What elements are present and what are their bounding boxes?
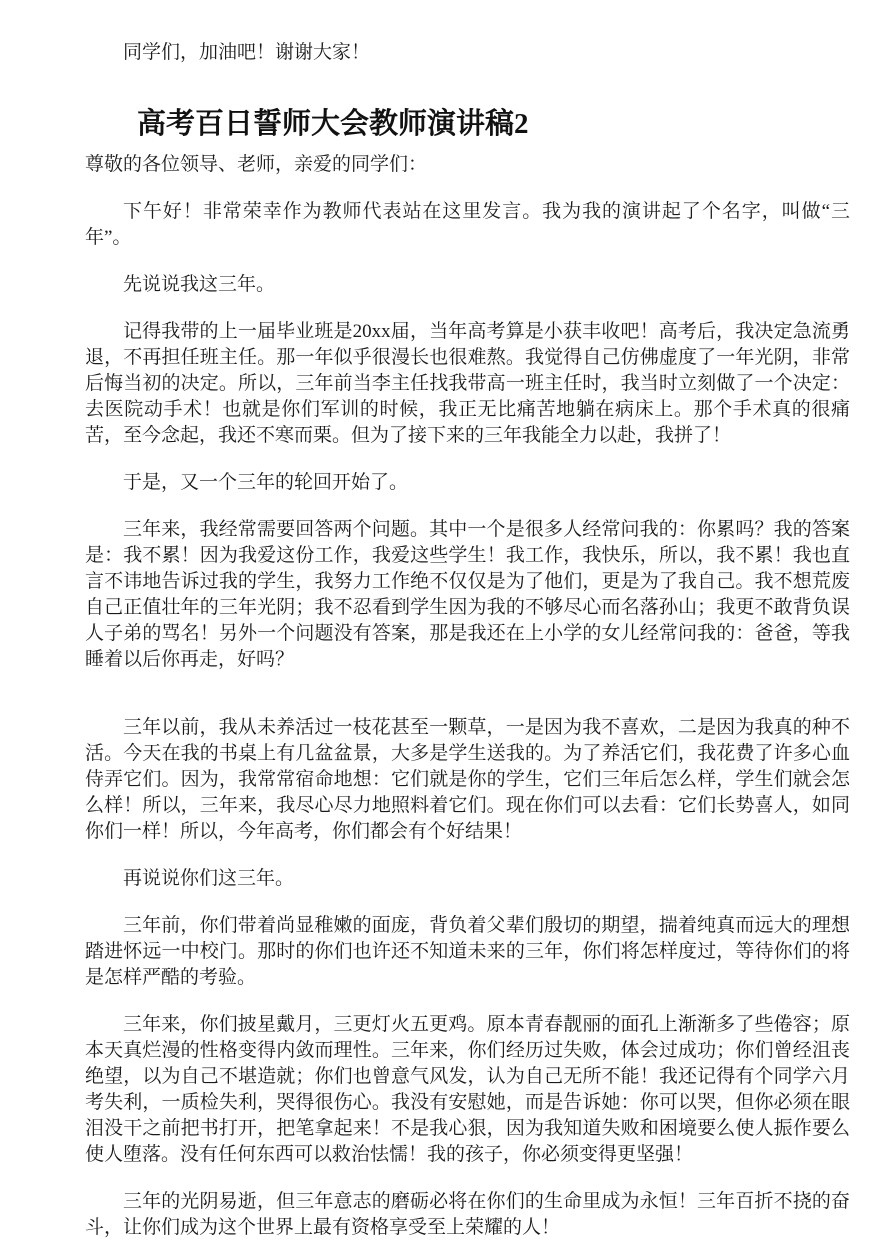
paragraph-two-questions: 三年来，我经常需要回答两个问题。其中一个是很多人经常问我的：你累吗？我的答案是：我不累！因为我爱这份工作，我爱这些学生！我工作，我快乐，所以，我不累！我也直言不讳地告诉过我的学生，我努力工作绝不仅仅是为了他们，更是为了我自己。我不想荒废自己正值壮年的三年光阴；我不忍看到学生因为我的不够尽心而名落孙山；我更不敢背负误人子弟的骂名！另外一个问题没有答案，那是我还在上小学的女儿经常问我的：爸爸，等我睡着以后你再走，好吗？	[85, 519, 850, 670]
salutation-line: 尊敬的各位领导、老师，亲爱的同学们：	[85, 154, 428, 175]
paragraph-greeting: 下午好！非常荣幸作为教师代表站在这里发言。我为我的演讲起了个名字，叫做“三年”。	[85, 201, 850, 248]
paragraph-three-years-ago: 三年前，你们带着尚显稚嫩的面庞，背负着父辈们殷切的期望，揣着纯真而远大的理想踏进怀远一中校门。那时的你们也许还不知道未来的三年，你们将怎样度过，等待你们的将是怎样严酷的考验。	[85, 915, 850, 988]
paragraph-last-class-story: 记得我带的上一届毕业班是20xx届，当年高考算是小获丰收吧！高考后，我决定急流勇退，不再担任班主任。那一年似乎很漫长也很难熬。我觉得自己仿佛虚度了一年光阴，非常后悔当初的决定。所以，三年前当李主任找我带高一班主任时，我当时立刻做了一个决定：去医院动手术！也就是你们军训的时候，我正无比痛苦地躺在病床上。那个手术真的很痛苦，至今念起，我还不寒而栗。但为了接下来的三年我能全力以赴，我拼了！	[85, 321, 850, 446]
paragraph-intro-my-three-years: 先说说我这三年。	[123, 274, 276, 295]
paragraph-hard-work-story: 三年来，你们披星戴月，三更灯火五更鸡。原本青春靓丽的面孔上渐渐多了些倦容；原本天真烂漫的性格变得内敛而理性。三年来，你们经历过失败，体会过成功；你们曾经沮丧绝望，以为自己不堪造就；你们也曾意气风发，认为自己无所不能！我还记得有个同学六月考失利，一质检失利，哭得很伤心。我没有安慰她，而是告诉她：你可以哭，但你必须在眼泪没干之前把书打开，把笔拿起来！不是我心狠，因为我知道失败和困境要么使人振作要么使人堕落。没有任何东西可以救治怯懦！我的孩子，你必须变得更坚强！	[85, 1014, 850, 1165]
paragraph-closing-glory: 三年的光阴易逝，但三年意志的磨砺必将在你们的生命里成为永恒！三年百折不挠的奋斗，让你们成为这个世界上最有资格享受至上荣耀的人！	[85, 1191, 850, 1238]
paragraph-intro-your-three-years: 再说说你们这三年。	[123, 868, 295, 889]
paragraph-bonsai-story: 三年以前，我从未养活过一枝花甚至一颗草，一是因为我不喜欢，二是因为我真的种不活。今天在我的书桌上有几盆盆景，大多是学生送我的。为了养活它们，我花费了许多心血侍弄它们。因为，我常常宿命地想：它们就是你的学生，它们三年后怎么样，学生们就会怎么样！所以，三年来，我尽心尽力地照料着它们。现在你们可以去看：它们长势喜人，如同你们一样！所以，今年高考，你们都会有个好结果！	[85, 717, 850, 842]
paragraph-cycle-begins: 于是，又一个三年的轮回开始了。	[123, 472, 409, 493]
page-title: 高考百日誓师大会教师演讲稿2	[137, 108, 529, 140]
closing-line-previous-section: 同学们，加油吧！谢谢大家！	[123, 42, 371, 63]
